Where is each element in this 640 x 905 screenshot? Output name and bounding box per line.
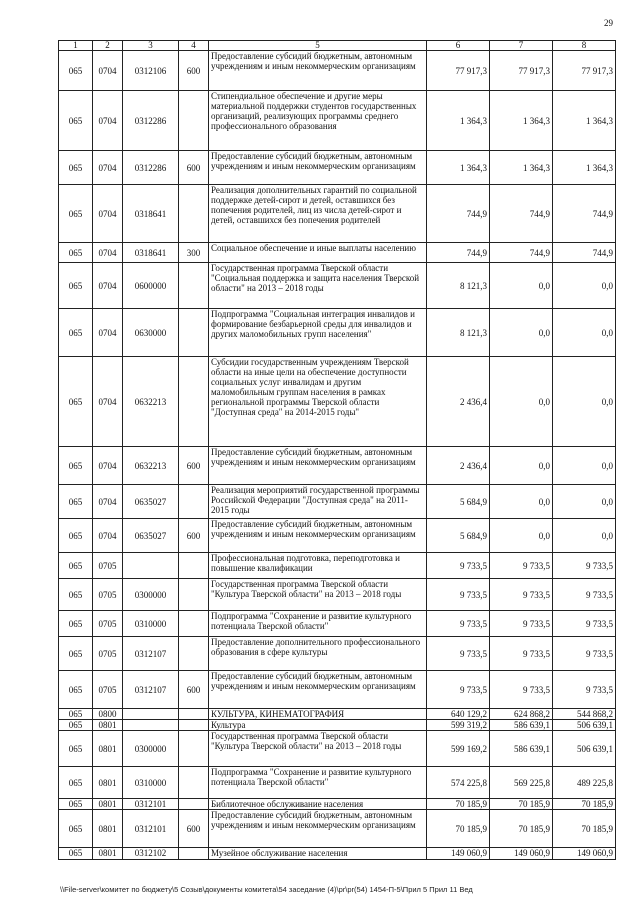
amount-col6: 574 225,8 [427,767,490,799]
column-header: 6 [427,41,490,51]
admin-code: 065 [59,51,93,91]
table-row [59,263,616,309]
item-description: Предоставление субсидий бюджетным, автономным учреждениям и иным некоммерческим организациям [209,447,427,485]
amount-col8: 77 917,3 [553,51,616,91]
amount-col8: 0,0 [553,309,616,357]
table-row [59,810,616,848]
item-description: Предоставление субсидий бюджетным, автономным учреждениям и иным некоммерческим организациям [209,671,427,709]
amount-col8: 70 185,9 [553,810,616,848]
table-row [59,309,616,357]
expense-type-code [179,799,209,810]
section-code: 0705 [93,671,123,709]
amount-col7: 1 364,3 [490,151,553,185]
amount-col6: 9 733,5 [427,637,490,671]
section-code: 0801 [93,810,123,848]
amount-col6: 9 733,5 [427,611,490,637]
page-number: 29 [604,18,613,28]
section-code: 0800 [93,709,123,720]
column-header: 8 [553,41,616,51]
target-code: 0312101 [123,810,179,848]
amount-col6: 70 185,9 [427,799,490,810]
item-description: КУЛЬТУРА, КИНЕМАТОГРАФИЯ [209,709,427,720]
target-code [123,553,179,579]
amount-col7: 9 733,5 [490,553,553,579]
amount-col8: 0,0 [553,519,616,553]
amount-col8: 744,9 [553,185,616,243]
amount-col6: 77 917,3 [427,51,490,91]
item-description: Подпрограмма "Сохранение и развитие культурного потенциала Тверской области" [209,611,427,637]
section-code: 0705 [93,579,123,611]
section-code: 0705 [93,637,123,671]
section-code: 0704 [93,91,123,151]
admin-code: 065 [59,519,93,553]
amount-col7: 0,0 [490,519,553,553]
amount-col6: 149 060,9 [427,848,490,860]
expense-type-code: 600 [179,519,209,553]
section-code: 0704 [93,151,123,185]
amount-col7: 149 060,9 [490,848,553,860]
expense-type-code [179,309,209,357]
section-code: 0704 [93,263,123,309]
amount-col7: 0,0 [490,357,553,447]
amount-col7: 9 733,5 [490,579,553,611]
amount-col8: 506 639,1 [553,720,616,731]
admin-code: 065 [59,799,93,810]
amount-col6: 8 121,3 [427,309,490,357]
amount-col8: 506 639,1 [553,731,616,767]
amount-col7: 744,9 [490,185,553,243]
target-code [123,709,179,720]
target-code: 0310000 [123,611,179,637]
section-code: 0801 [93,848,123,860]
table-row [59,553,616,579]
amount-col7: 744,9 [490,243,553,263]
target-code: 0312286 [123,151,179,185]
admin-code: 065 [59,637,93,671]
table-header-row [59,41,616,51]
item-description: Подпрограмма "Сохранение и развитие культурного потенциала Тверской области" [209,767,427,799]
table-row [59,848,616,860]
amount-col6: 70 185,9 [427,810,490,848]
item-description: Субсидии государственным учреждениям Тверской области на иные цели на обеспечение доступности социальных услуг инвалидам и другим маломобильным группам населения в рамках региональной программы Тверской области "Доступная среда" на 2014-2015 годы" [209,357,427,447]
budget-table [58,40,616,860]
target-code: 0312286 [123,91,179,151]
table-row [59,519,616,553]
section-code: 0801 [93,720,123,731]
amount-col6: 9 733,5 [427,579,490,611]
amount-col7: 0,0 [490,485,553,519]
admin-code: 065 [59,553,93,579]
target-code: 0632213 [123,357,179,447]
section-code: 0801 [93,731,123,767]
item-description: Реализация дополнительных гарантий по социальной поддержке детей-сирот и детей, оставшихся без попечения родителей, лиц из числа детей-сирот и детей, оставшихся без попечения родителей [209,185,427,243]
amount-col8: 1 364,3 [553,91,616,151]
expense-type-code: 600 [179,671,209,709]
amount-col8: 9 733,5 [553,553,616,579]
expense-type-code [179,709,209,720]
amount-col6: 9 733,5 [427,671,490,709]
amount-col6: 640 129,2 [427,709,490,720]
table-row [59,611,616,637]
amount-col6: 599 319,2 [427,720,490,731]
amount-col7: 70 185,9 [490,799,553,810]
amount-col6: 599 169,2 [427,731,490,767]
table-row [59,485,616,519]
target-code: 0635027 [123,519,179,553]
amount-col6: 5 684,9 [427,485,490,519]
target-code [123,720,179,731]
expense-type-code [179,357,209,447]
target-code: 0312106 [123,51,179,91]
expense-type-code [179,91,209,151]
admin-code: 065 [59,185,93,243]
admin-code: 065 [59,671,93,709]
admin-code: 065 [59,709,93,720]
expense-type-code [179,185,209,243]
amount-col7: 9 733,5 [490,611,553,637]
amount-col7: 586 639,1 [490,731,553,767]
amount-col7: 586 639,1 [490,720,553,731]
section-code: 0704 [93,447,123,485]
admin-code: 065 [59,579,93,611]
admin-code: 065 [59,243,93,263]
amount-col7: 70 185,9 [490,810,553,848]
admin-code: 065 [59,810,93,848]
amount-col6: 2 436,4 [427,447,490,485]
target-code: 0312101 [123,799,179,810]
expense-type-code: 600 [179,447,209,485]
table-row [59,671,616,709]
expense-type-code [179,579,209,611]
section-code: 0704 [93,51,123,91]
item-description: Реализация мероприятий государственной программы Российской Федерации "Доступная среда" на 2011-2015 годы [209,485,427,519]
target-code: 0635027 [123,485,179,519]
amount-col8: 744,9 [553,243,616,263]
target-code: 0310000 [123,767,179,799]
amount-col6: 8 121,3 [427,263,490,309]
admin-code: 065 [59,309,93,357]
column-header: 4 [179,41,209,51]
amount-col6: 9 733,5 [427,553,490,579]
column-header: 7 [490,41,553,51]
item-description: Библиотечное обслуживание населения [209,799,427,810]
amount-col8: 544 868,2 [553,709,616,720]
amount-col7: 624 868,2 [490,709,553,720]
section-code: 0704 [93,485,123,519]
table-row [59,579,616,611]
expense-type-code: 600 [179,810,209,848]
item-description: Социальное обеспечение и иные выплаты населению [209,243,427,263]
expense-type-code [179,263,209,309]
item-description: Профессиональная подготовка, переподготовка и повышение квалификации [209,553,427,579]
expense-type-code [179,611,209,637]
amount-col6: 2 436,4 [427,357,490,447]
table-row [59,720,616,731]
amount-col6: 744,9 [427,243,490,263]
expense-type-code [179,637,209,671]
table-row [59,709,616,720]
amount-col8: 0,0 [553,263,616,309]
section-code: 0704 [93,185,123,243]
amount-col6: 744,9 [427,185,490,243]
admin-code: 065 [59,767,93,799]
item-description: Предоставление субсидий бюджетным, автономным учреждениям и иным некоммерческим организациям [209,519,427,553]
section-code: 0705 [93,611,123,637]
expense-type-code: 300 [179,243,209,263]
section-code: 0704 [93,243,123,263]
amount-col7: 77 917,3 [490,51,553,91]
item-description: Стипендиальное обеспечение и другие меры материальной поддержки студентов государственных организаций, реализующих программы среднего профессионального образования [209,91,427,151]
table-row [59,357,616,447]
table-row [59,637,616,671]
file-path-footer: \\File-server\комитет по бюджету\5 Созыв\документы комитета\54 заседание (4)\pr\pr(54) 1454-П-5\Прил 5 Прил 11 Вед [60,885,473,894]
admin-code: 065 [59,485,93,519]
item-description: Государственная программа Тверской области "Социальная поддержка и защита населения Тверской области" на 2013 – 2018 годы [209,263,427,309]
column-header: 5 [209,41,427,51]
amount-col7: 9 733,5 [490,637,553,671]
item-description: Предоставление субсидий бюджетным, автономным учреждениям и иным некоммерческим организациям [209,51,427,91]
target-code: 0312102 [123,848,179,860]
admin-code: 065 [59,357,93,447]
amount-col6: 1 364,3 [427,151,490,185]
amount-col7: 0,0 [490,263,553,309]
target-code: 0312107 [123,671,179,709]
amount-col8: 9 733,5 [553,671,616,709]
amount-col7: 569 225,8 [490,767,553,799]
admin-code: 065 [59,720,93,731]
target-code: 0312107 [123,637,179,671]
section-code: 0704 [93,309,123,357]
table-row [59,767,616,799]
target-code: 0318641 [123,185,179,243]
amount-col7: 1 364,3 [490,91,553,151]
table-row [59,185,616,243]
expense-type-code [179,848,209,860]
column-header: 2 [93,41,123,51]
item-description: Государственная программа Тверской области "Культура Тверской области" на 2013 – 2018 годы [209,731,427,767]
admin-code: 065 [59,611,93,637]
target-code: 0630000 [123,309,179,357]
target-code: 0632213 [123,447,179,485]
table-row [59,447,616,485]
table-row [59,243,616,263]
section-code: 0705 [93,553,123,579]
admin-code: 065 [59,91,93,151]
item-description: Подпрограмма "Социальная интеграция инвалидов и формирование безбарьерной среды для инвалидов и других маломобильных групп населения" [209,309,427,357]
amount-col8: 70 185,9 [553,799,616,810]
admin-code: 065 [59,848,93,860]
amount-col8: 0,0 [553,485,616,519]
table-row [59,731,616,767]
admin-code: 065 [59,447,93,485]
amount-col6: 1 364,3 [427,91,490,151]
expense-type-code [179,485,209,519]
amount-col8: 149 060,9 [553,848,616,860]
amount-col8: 9 733,5 [553,579,616,611]
expense-type-code [179,767,209,799]
target-code: 0300000 [123,731,179,767]
admin-code: 065 [59,151,93,185]
table-row [59,799,616,810]
amount-col7: 0,0 [490,309,553,357]
amount-col7: 9 733,5 [490,671,553,709]
table-row [59,51,616,91]
amount-col8: 0,0 [553,447,616,485]
table-row [59,91,616,151]
amount-col8: 9 733,5 [553,637,616,671]
item-description: Государственная программа Тверской области "Культура Тверской области" на 2013 – 2018 годы [209,579,427,611]
amount-col8: 0,0 [553,357,616,447]
section-code: 0704 [93,519,123,553]
expense-type-code: 600 [179,51,209,91]
expense-type-code: 600 [179,151,209,185]
admin-code: 065 [59,263,93,309]
item-description: Культура [209,720,427,731]
table-row [59,151,616,185]
amount-col8: 489 225,8 [553,767,616,799]
item-description: Музейное обслуживание населения [209,848,427,860]
target-code: 0300000 [123,579,179,611]
target-code: 0318641 [123,243,179,263]
amount-col6: 5 684,9 [427,519,490,553]
column-header: 1 [59,41,93,51]
section-code: 0801 [93,799,123,810]
section-code: 0801 [93,767,123,799]
section-code: 0704 [93,357,123,447]
item-description: Предоставление субсидий бюджетным, автономным учреждениям и иным некоммерческим организациям [209,810,427,848]
column-header: 3 [123,41,179,51]
amount-col8: 9 733,5 [553,611,616,637]
amount-col7: 0,0 [490,447,553,485]
admin-code: 065 [59,731,93,767]
target-code: 0600000 [123,263,179,309]
amount-col8: 1 364,3 [553,151,616,185]
expense-type-code [179,731,209,767]
expense-type-code [179,553,209,579]
expense-type-code [179,720,209,731]
item-description: Предоставление дополнительного профессионального образования в сфере культуры [209,637,427,671]
item-description: Предоставление субсидий бюджетным, автономным учреждениям и иным некоммерческим организациям [209,151,427,185]
